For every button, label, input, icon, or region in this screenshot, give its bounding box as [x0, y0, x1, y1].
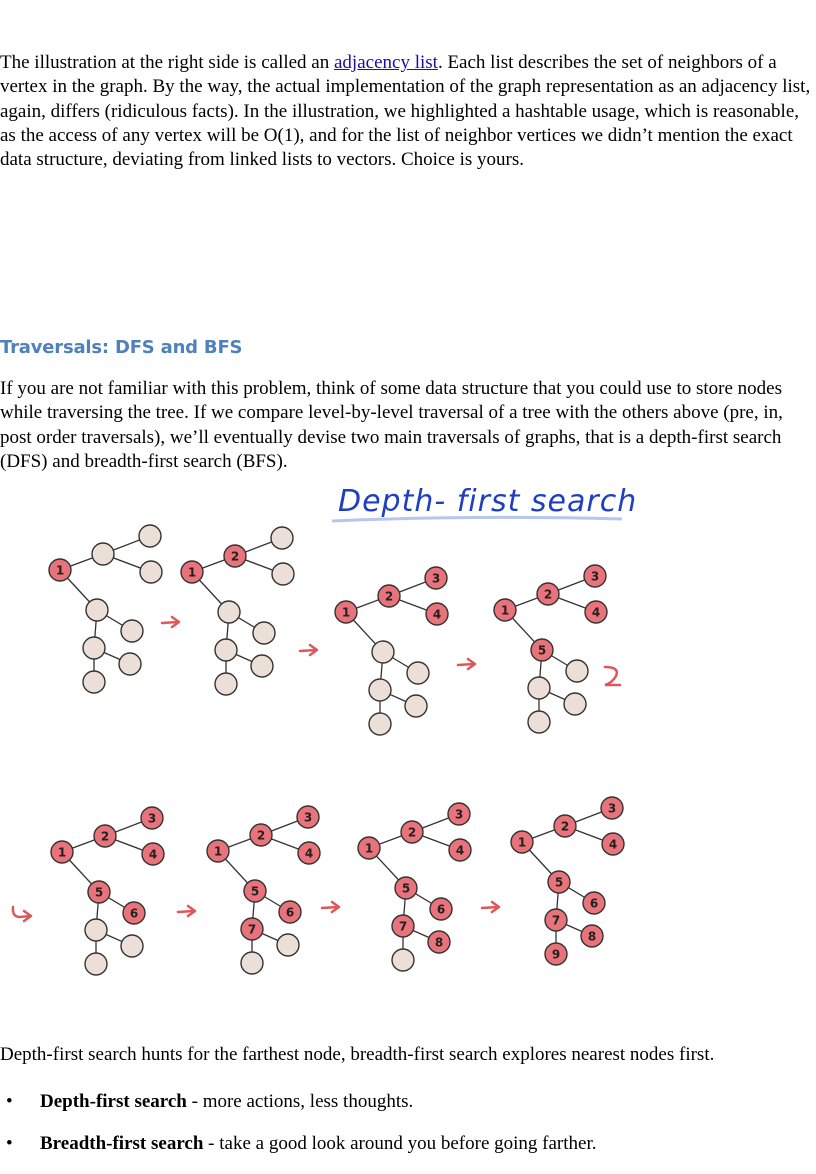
- unvisited-node: [139, 525, 161, 547]
- node-label: 1: [55, 563, 65, 578]
- unvisited-node: [140, 561, 162, 583]
- unvisited-node: [566, 660, 588, 682]
- node-label: 5: [537, 643, 547, 658]
- unvisited-node: [86, 599, 108, 621]
- unvisited-node: [369, 679, 391, 701]
- unvisited-node: [405, 695, 427, 717]
- unvisited-node: [407, 662, 429, 684]
- node-label: 6: [589, 896, 599, 911]
- unvisited-node: [392, 949, 414, 971]
- graph-step: [181, 527, 294, 695]
- unvisited-node: [121, 620, 143, 642]
- node-label: 1: [500, 603, 510, 618]
- graph-step: [494, 565, 607, 733]
- section-heading: Traversals: DFS and BFS: [0, 337, 243, 358]
- node-label: 2: [256, 828, 266, 843]
- title-underline: [332, 517, 622, 521]
- arrow-icon: [178, 906, 195, 916]
- arrow-icon: [162, 617, 179, 627]
- bfs-term: Breadth-first search: [40, 1133, 204, 1154]
- unvisited-node: [253, 622, 275, 644]
- node-label: 1: [213, 844, 223, 859]
- dfs-desc: - more actions, less thoughts.: [186, 1091, 414, 1112]
- node-label: 3: [431, 571, 441, 586]
- node-label: 1: [364, 841, 374, 856]
- summary-paragraph: Depth-first search hunts for the farthest node, breadth-first search explores nearest nodes first.: [0, 1044, 715, 1065]
- unvisited-node: [251, 655, 273, 677]
- unvisited-node: [215, 673, 237, 695]
- node-label: 9: [551, 947, 561, 962]
- graph-step: [51, 807, 164, 975]
- step-arrows: [13, 617, 620, 921]
- node-label: 7: [247, 922, 257, 937]
- graph-step: [207, 806, 320, 974]
- node-label: 5: [554, 875, 564, 890]
- intro-paragraph: [0, 51, 816, 172]
- node-label: 1: [57, 845, 67, 860]
- unvisited-node: [271, 527, 293, 549]
- unvisited-node: [218, 601, 240, 623]
- node-label: 1: [187, 565, 197, 580]
- unvisited-node: [372, 641, 394, 663]
- node-label: 2: [100, 829, 110, 844]
- bullet: •: [6, 1133, 13, 1154]
- node-label: 5: [250, 884, 260, 899]
- unvisited-node: [369, 713, 391, 735]
- graph-step: [358, 803, 471, 971]
- arrow-icon: [482, 902, 499, 912]
- unvisited-node: [528, 711, 550, 733]
- node-label: 2: [384, 589, 394, 604]
- node-label: 5: [401, 881, 411, 896]
- node-label: 8: [434, 935, 444, 950]
- unvisited-node: [528, 677, 550, 699]
- node-label: 2: [407, 825, 417, 840]
- unvisited-node: [119, 653, 141, 675]
- arrow-icon: [322, 902, 339, 912]
- node-label: 4: [608, 837, 618, 852]
- arrow-icon: [300, 645, 317, 655]
- node-label: 3: [147, 811, 157, 826]
- traversals-paragraph: If you are not familiar with this problem, think of some data structure that you could use to store nodes while traversing the tree. If we compare level-by-level traversal of a tree with the others above (pre, in, post order traversals), we’ll eventually devise two main traversals of graphs, that is a depth-first search (DFS) and breadth-first search (BFS).: [0, 378, 783, 472]
- node-label: 3: [607, 801, 617, 816]
- traversal-list: [0, 1090, 816, 1174]
- graph-step: [335, 567, 448, 735]
- unvisited-node: [241, 952, 263, 974]
- unvisited-node: [85, 953, 107, 975]
- node-label: 1: [517, 835, 527, 850]
- node-label: 6: [436, 902, 446, 917]
- arrow-icon: [458, 659, 475, 669]
- dfs-term: Depth-first search: [40, 1091, 187, 1112]
- unvisited-node: [83, 671, 105, 693]
- unvisited-node: [85, 919, 107, 941]
- unvisited-node: [121, 935, 143, 957]
- node-label: 3: [590, 569, 600, 584]
- node-label: 3: [454, 807, 464, 822]
- dfs-illustration: [0, 475, 816, 995]
- graph-step: [511, 797, 624, 965]
- node-label: 8: [587, 929, 597, 944]
- graph-step: [49, 525, 162, 693]
- node-label: 5: [94, 885, 104, 900]
- node-label: 4: [304, 846, 314, 861]
- node-label: 4: [432, 607, 442, 622]
- node-label: 3: [303, 810, 313, 825]
- node-label: 1: [341, 605, 351, 620]
- wrap-arrow-icon: [605, 667, 620, 685]
- bfs-desc: - take a good look around you before going farther.: [203, 1133, 597, 1154]
- unvisited-node: [83, 637, 105, 659]
- node-label: 6: [129, 906, 139, 921]
- unvisited-node: [272, 563, 294, 585]
- unvisited-node: [564, 693, 586, 715]
- node-label: 4: [148, 847, 158, 862]
- wrap-arrow-icon: [13, 907, 31, 921]
- node-label: 7: [551, 913, 561, 928]
- node-label: 2: [230, 549, 240, 564]
- figure-title: Depth- first search: [338, 484, 638, 519]
- intro-text-end: . Each list describes the set of neighbors of a vertex in the graph. By the way, the actual implementation of the graph representation as an adjacency list, again, differs (ridiculous facts). In the illustration, we highlighted a hashtable usage, which is reasonable, as the access of any vertex will be O(1), and for the list of neighbor vertices we didn’t mention the exact data structure, deviating from linked lists to vectors. Choice is yours.: [0, 52, 811, 171]
- adjacency-list-link[interactable]: adjacency list: [334, 52, 438, 73]
- intro-text-start: The illustration at the right side is called an: [0, 52, 334, 73]
- node-label: 7: [398, 919, 408, 934]
- node-label: 6: [285, 905, 295, 920]
- list-item-bfs: [0, 1132, 816, 1156]
- list-item-dfs: [0, 1090, 816, 1114]
- node-label: 2: [560, 819, 570, 834]
- node-label: 4: [455, 843, 465, 858]
- node-label: 2: [543, 587, 553, 602]
- unvisited-node: [92, 543, 114, 565]
- unvisited-node: [215, 639, 237, 661]
- bullet: •: [6, 1091, 13, 1112]
- node-label: 4: [591, 605, 601, 620]
- unvisited-node: [277, 934, 299, 956]
